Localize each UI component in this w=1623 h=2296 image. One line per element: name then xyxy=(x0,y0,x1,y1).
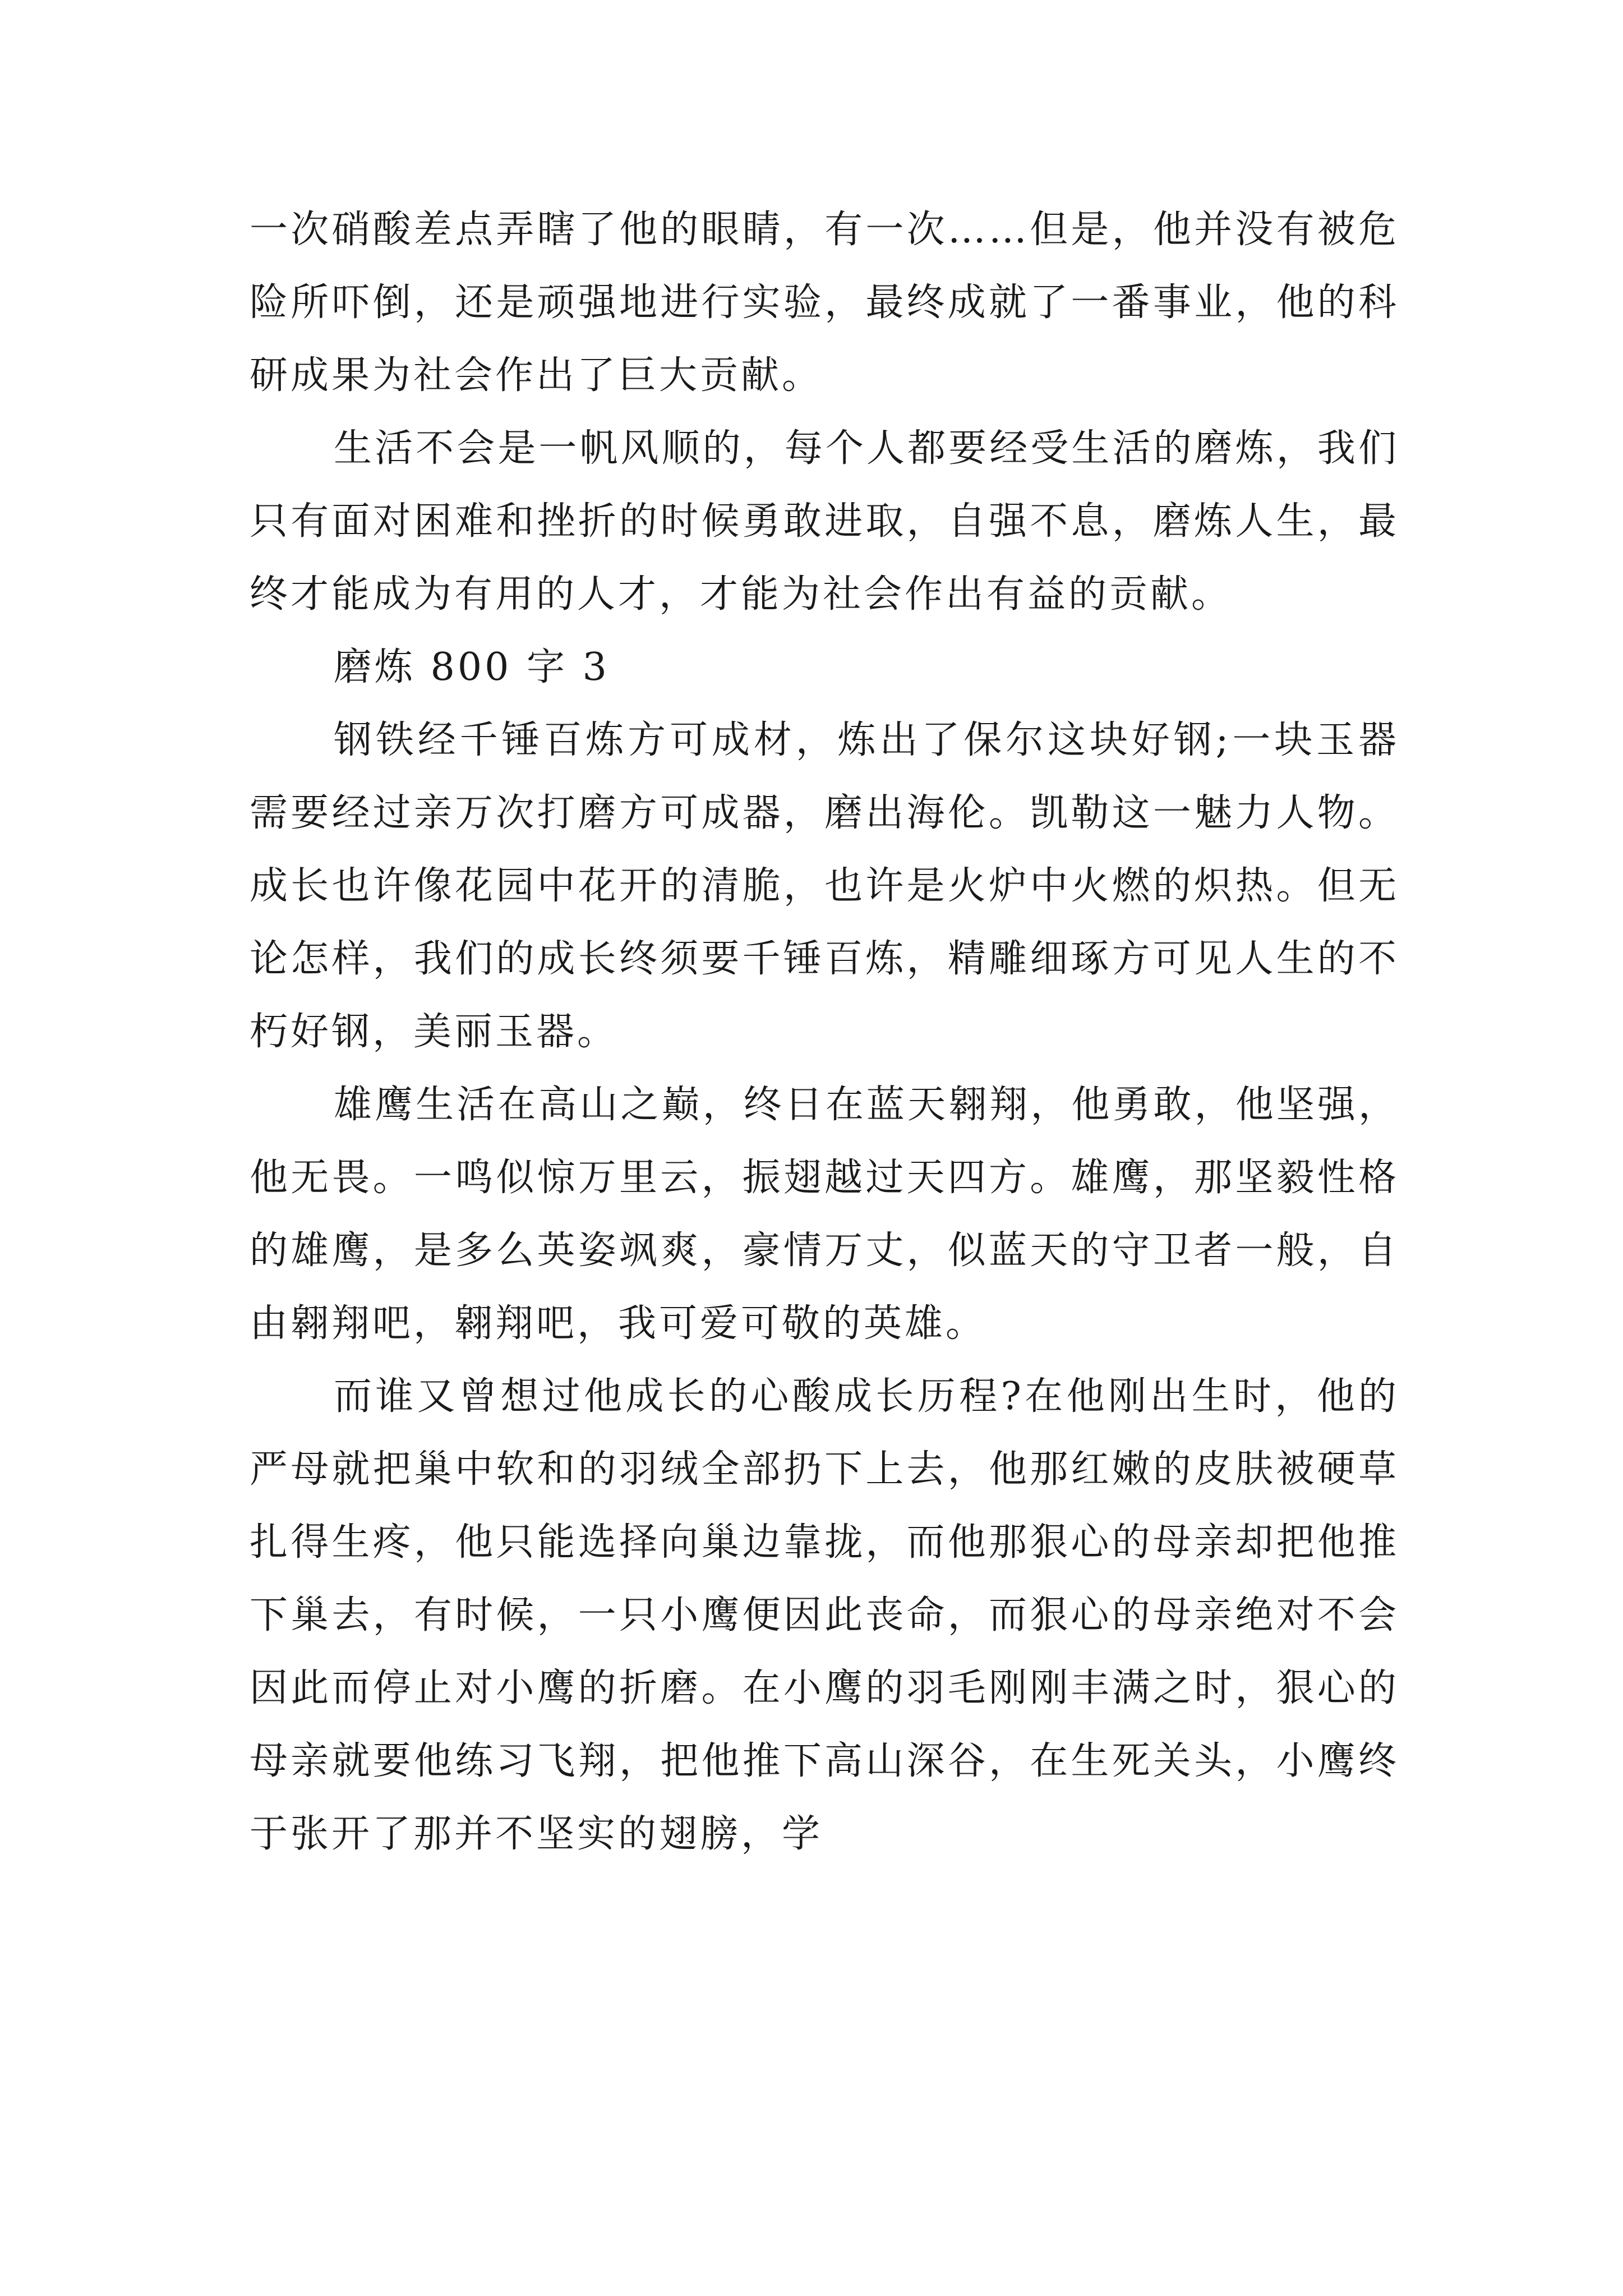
paragraph: 钢铁经千锤百炼方可成材，炼出了保尔这块好钢;一块玉器需要经过亲万次打磨方可成器，磨出海伦。凯勒这一魅力人物。成长也许像花园中花开的清脆，也许是火炉中火燃的炽热。但无论怎样，我们的成长终须要千锤百炼，精雕细琢方可见人生的不朽好钢，美丽玉器。 xyxy=(250,718,1399,1054)
section-heading: 磨炼 800 字 3 xyxy=(334,645,610,689)
paragraph: 雄鹰生活在高山之巅，终日在蓝天翱翔，他勇敢，他坚强，他无畏。一鸣似惊万里云，振翅越过天四方。雄鹰，那坚毅性格的雄鹰，是多么英姿飒爽，豪情万丈，似蓝天的守卫者一般，自由翱翔吧，翱翔吧，我可爱可敬的英雄。 xyxy=(250,1083,1399,1346)
paragraph: 而谁又曾想过他成长的心酸成长历程?在他刚出生时，他的严母就把巢中软和的羽绒全部扔下上去，他那红嫩的皮肤被硬草扎得生疼，他只能选择向巢边靠拢，而他那狠心的母亲却把他推下巢去，有时候，一只小鹰便因此丧命，而狠心的母亲绝对不会因此而停止对小鹰的折磨。在小鹰的羽毛刚刚丰满之时，狠心的母亲就要他练习飞翔，把他推下高山深谷，在生死关头，小鹰终于张开了那并不坚实的翅膀，学 xyxy=(250,1374,1399,1856)
paragraph-continuation: 一次硝酸差点弄瞎了他的眼睛，有一次……但是，他并没有被危险所吓倒，还是顽强地进行实验，最终成就了一番事业，他的科研成果为社会作出了巨大贡献。 xyxy=(250,208,1399,398)
paragraph: 生活不会是一帆风顺的，每个人都要经受生活的磨炼，我们只有面对困难和挫折的时候勇敢进取，自强不息，磨炼人生，最终才能成为有用的人才，才能为社会作出有益的贡献。 xyxy=(250,426,1399,616)
document-body xyxy=(250,194,1399,1871)
